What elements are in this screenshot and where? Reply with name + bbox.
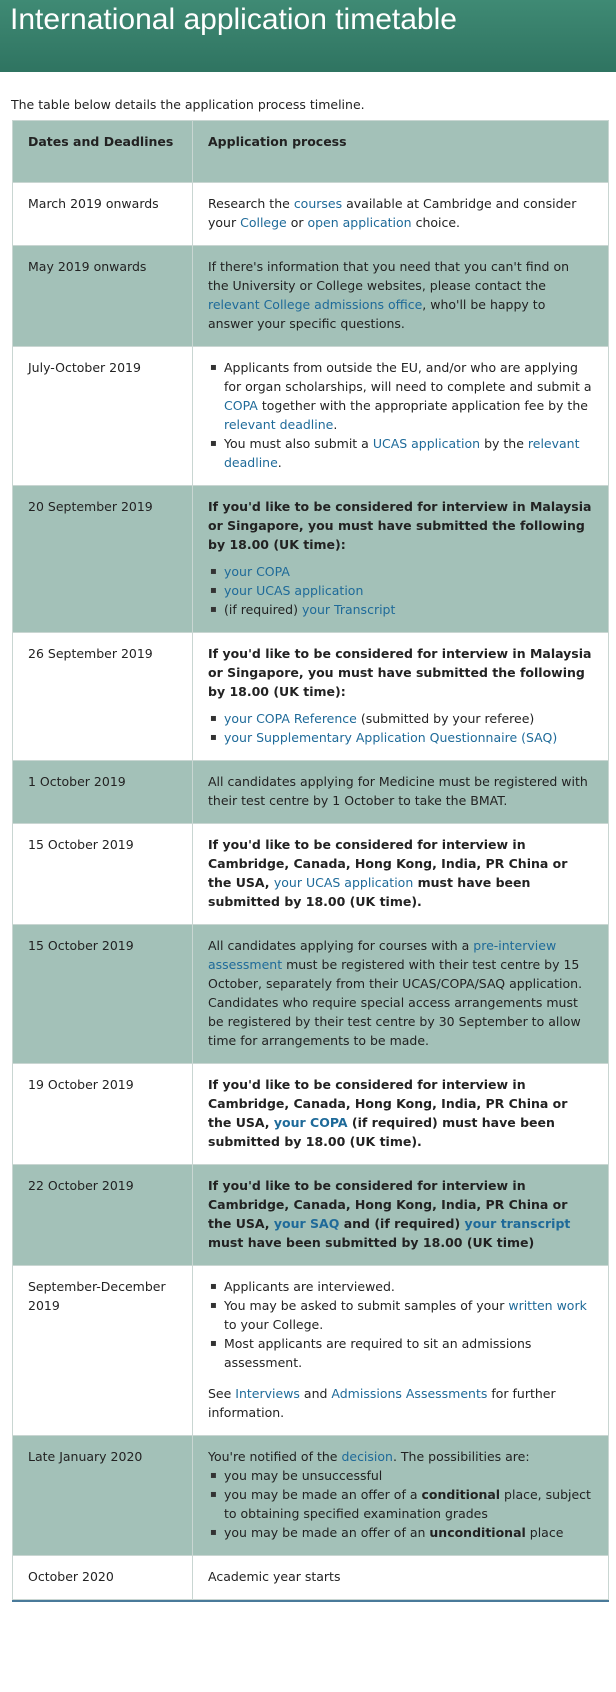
table-row [13,486,609,633]
interviews-link[interactable]: Interviews [235,1386,300,1401]
row-text: (if required) [224,602,302,617]
row-lead [208,835,593,911]
row-date: Late January 2020 [13,1436,193,1556]
row-text: See [208,1386,236,1401]
row-text: to your College. [224,1317,324,1332]
row-text: Research the [208,196,294,211]
table-row [13,183,609,246]
list-item [224,709,593,728]
row-process [193,486,609,633]
row-date: September-December 2019 [13,1266,193,1436]
row-process [193,1266,609,1436]
row-process [193,1165,609,1266]
row-date: 1 October 2019 [13,761,193,824]
row-text: If you'd like to be considered for interview in Cambridge, Canada, Hong Kong, India, PR China or the USA, [208,1178,568,1231]
row-text: you may be made an offer of an [224,1525,430,1540]
list-item [224,600,593,619]
row-date: 26 September 2019 [13,633,193,761]
list-item: ▪ you may be unsuccessful [224,1466,593,1485]
row-text: If you'd like to be considered for interview in Cambridge, Canada, Hong Kong, India, PR China or the USA, [208,1077,568,1130]
list-item [224,1523,593,1542]
row-text: and (if required) [339,1216,465,1231]
saq-link[interactable]: your SAQ [273,1216,340,1231]
row-text: choice. [411,215,461,230]
row-text: , who'll be happy to answer your specific questions. [208,297,546,331]
bullet-list [208,709,593,747]
row-date: 15 October 2019 [13,925,193,1064]
row-text: (if required) must have been submitted by 18.00 (UK time). [208,1115,555,1149]
row-date: 15 October 2019 [13,824,193,925]
table-row [13,761,609,824]
row-text: If there's information that you need that you can't find on the University or College websites, please contact the [208,259,570,293]
table-row [13,246,609,347]
row-text: You may be asked to submit samples of your [224,1298,509,1313]
written-work-link[interactable]: written work [508,1298,587,1313]
row-date: May 2019 onwards [13,246,193,347]
row-lead: If you'd like to be considered for interview in Malaysia or Singapore, you must have submitted the following by 18.00 (UK time): [208,499,592,552]
list-item [224,358,593,434]
row-text: You're notified of the [208,1449,342,1464]
row-date: 19 October 2019 [13,1064,193,1165]
row-date: October 2020 [13,1556,193,1600]
copa-reference-link[interactable]: your COPA Reference [224,711,357,726]
row-text: must have been submitted by 18.00 (UK time). [208,875,531,909]
timetable-table [12,120,609,1600]
list-item: ▪ Most applicants are required to sit an admissions assessment. [224,1334,593,1372]
row-text: for further information. [208,1386,556,1420]
list-item [224,1296,593,1334]
row-text: . [333,417,338,432]
table-row [13,633,609,761]
row-date: 20 September 2019 [13,486,193,633]
relevant-deadline-link[interactable]: relevant deadline [224,417,334,432]
list-item [224,1485,593,1523]
row-date: March 2019 onwards [13,183,193,246]
list-item: ▪ Applicants are interviewed. [224,1277,593,1296]
table-row [13,347,609,486]
row-text: Applicants from outside the EU, and/or who are applying for organ scholarships, will need to complete and submit a [224,360,592,394]
row-process: All candidates applying for Medicine must be registered with their test centre by 1 October to take the BMAT. [193,761,609,824]
transcript-link[interactable]: your Transcript [301,602,396,617]
list-item [224,562,593,581]
row-date: 22 October 2019 [13,1165,193,1266]
courses-link[interactable]: courses [293,196,343,211]
row-text: you may be made an offer of a [224,1487,422,1502]
unconditional-emphasis: unconditional [429,1525,526,1540]
row-date: July-October 2019 [13,347,193,486]
college-admissions-office-link[interactable]: relevant College admissions office [208,297,423,312]
ucas-application-link[interactable]: your UCAS application [224,583,364,598]
row-text: place, subject to obtaining specified examination grades [224,1487,591,1521]
row-process [193,246,609,347]
bullet-list [208,358,593,472]
row-text: by the [480,436,528,451]
row-text: (submitted by your referee) [356,711,535,726]
table-row [13,1064,609,1165]
copa-link[interactable]: your COPA [273,1115,348,1130]
row-process [193,633,609,761]
table-row [13,1266,609,1436]
bullet-list [208,562,593,619]
row-process: Academic year starts [193,1556,609,1600]
college-link[interactable]: College [240,215,287,230]
header-process: Application process [193,121,609,183]
ucas-application-link[interactable]: UCAS application [372,436,481,451]
row-text: together with the appropriate application fee by the [257,398,588,413]
list-item [224,434,593,472]
table-row [13,925,609,1064]
table-header-row [13,121,609,183]
transcript-link[interactable]: your transcript [464,1216,571,1231]
header-dates: Dates and Deadlines [13,121,193,183]
row-text: All candidates applying for courses with a [208,938,474,953]
row-lead [208,1447,593,1466]
row-text: or [286,215,308,230]
list-item [224,581,593,600]
table-row [13,1556,609,1600]
open-application-link[interactable]: open application [307,215,412,230]
admissions-assessments-link[interactable]: Admissions Assessments [331,1386,488,1401]
row-process [193,1436,609,1556]
row-text: and [299,1386,332,1401]
row-text: . The possibilities are: [392,1449,530,1464]
bullet-list [208,1466,593,1542]
row-lead [208,1075,593,1151]
row-process [193,925,609,1064]
page-title: International application timetable [0,0,616,72]
row-process [193,347,609,486]
row-text: must be registered with their test centre by 15 October, separately from their UCAS/COPA/SAQ application. Candidates who require special access arrangements must be registered by their test centre by 30 September to allow time for arrangements to be made. [208,957,583,1048]
bullet-list [208,1277,593,1372]
intro-text: The table below details the application process timeline. [11,97,365,112]
table-row [13,1436,609,1556]
table-row [13,824,609,925]
row-process [193,824,609,925]
conditional-emphasis: conditional [421,1487,501,1502]
row-text: must have been submitted by 18.00 (UK time) [208,1235,535,1250]
saq-link[interactable]: your Supplementary Application Questionnaire (SAQ) [224,730,558,745]
row-note [208,1384,593,1422]
copa-link[interactable]: COPA [224,398,258,413]
row-text: If you'd like to be considered for interview in Cambridge, Canada, Hong Kong, India, PR China or the USA, [208,837,568,890]
list-item [224,728,593,747]
row-text: . [277,455,282,470]
copa-link[interactable]: your COPA [224,564,290,579]
ucas-application-link[interactable]: your UCAS application [273,875,414,890]
relevant-deadline-link[interactable]: relevant deadline [224,436,580,470]
decision-link[interactable]: decision [341,1449,393,1464]
table-bottom-rule [12,1600,609,1602]
table-row [13,1165,609,1266]
row-process [193,1064,609,1165]
row-process [193,183,609,246]
row-text: You must also submit a [224,436,373,451]
pre-interview-assessment-link[interactable]: pre-interview assessment [208,938,557,972]
row-lead [208,1176,593,1252]
row-lead: If you'd like to be considered for interview in Malaysia or Singapore, you must have submitted the following by 18.00 (UK time): [208,646,592,699]
row-text: available at Cambridge and consider your [208,196,577,230]
row-text: place [525,1525,564,1540]
